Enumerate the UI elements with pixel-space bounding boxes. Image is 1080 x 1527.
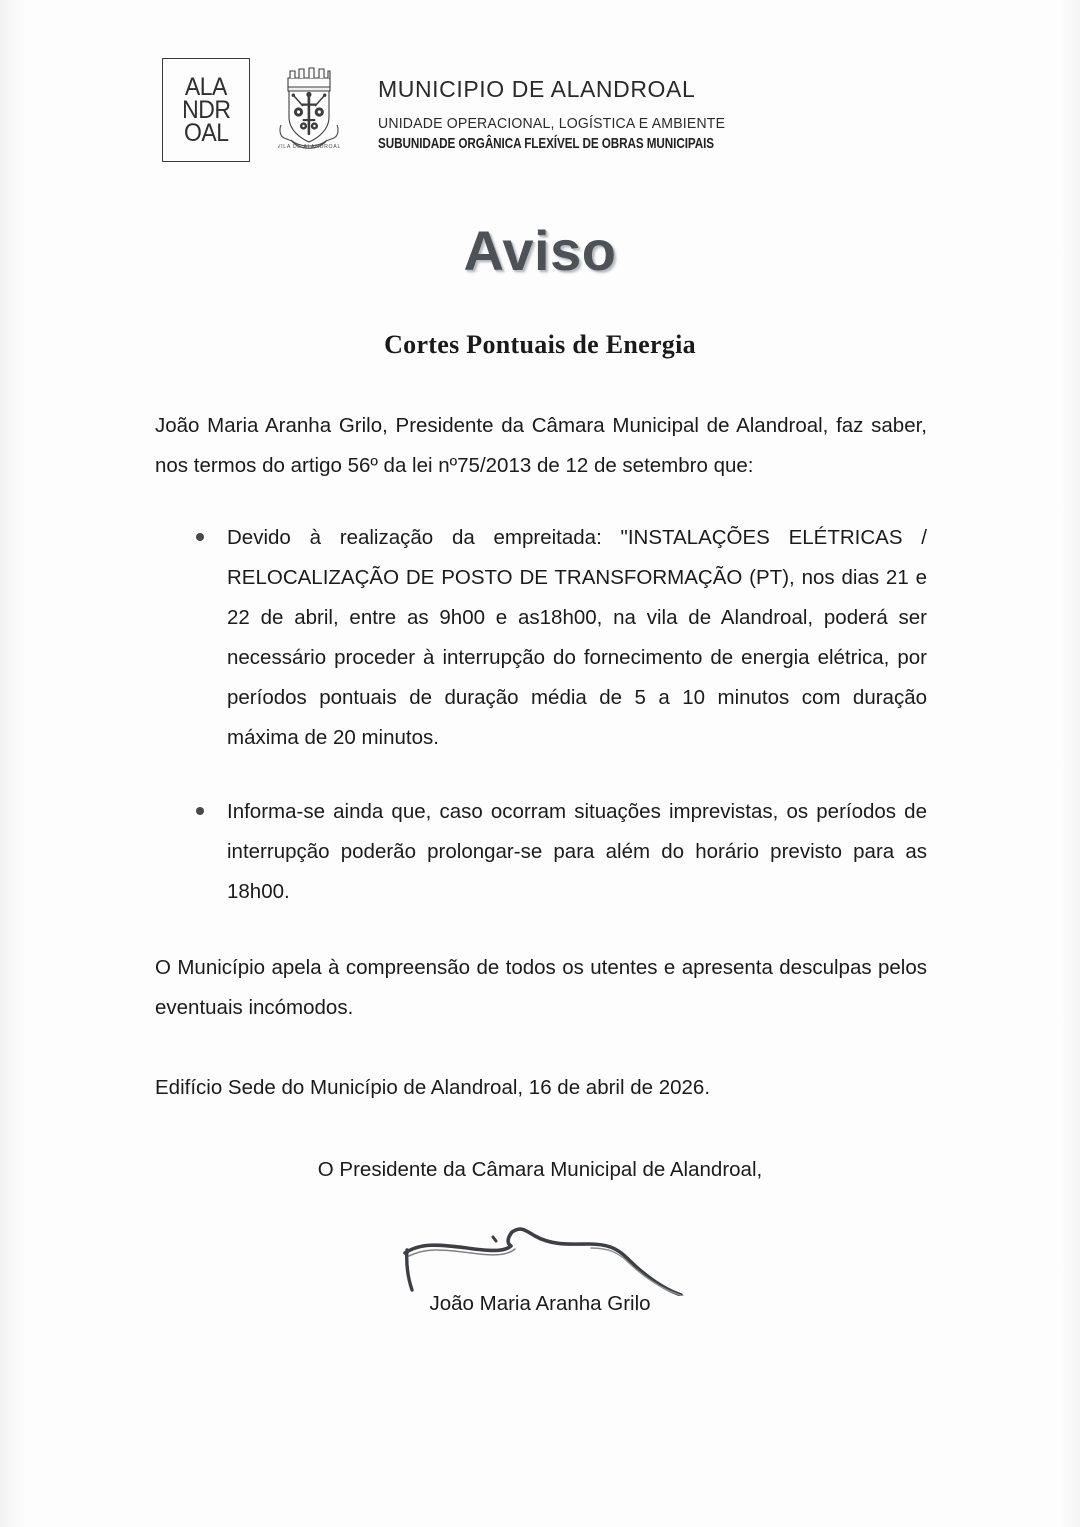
svg-text:VILA DE ALANDROAL: VILA DE ALANDROAL xyxy=(278,144,340,150)
alandroal-wordmark-logo xyxy=(162,58,250,162)
closing-paragraph: O Município apela à compreensão de todos os utentes e apresenta desculpas pelos eventuais incómodos. xyxy=(155,955,927,1019)
document-body xyxy=(155,406,927,1108)
bullet-list xyxy=(155,518,927,912)
document-header xyxy=(162,58,809,162)
unit-line-1: UNIDADE OPERACIONAL, LOGÍSTICA E AMBIENTE xyxy=(378,116,726,132)
signature-role: O Presidente da Câmara Municipal de Alandroal, xyxy=(317,1158,763,1181)
place-and-date: Edifício Sede do Município de Alandroal, 16 de abril de 2026. xyxy=(155,1075,711,1099)
list-item-text: Informa-se ainda que, caso ocorram situações imprevistas, os períodos de interrupção poderão prolongar-se para além do horário previsto para as 18h00. xyxy=(227,799,927,903)
coat-of-arms-icon xyxy=(278,62,340,161)
logo-line-2: NDR xyxy=(181,95,231,124)
logo-line-1: ALA xyxy=(184,72,228,101)
list-item xyxy=(155,518,927,758)
unit-line-2: SUBUNIDADE ORGÂNICA FLEXÍVEL DE OBRAS MUNICIPAIS xyxy=(378,135,715,152)
page-title: Aviso xyxy=(463,219,617,282)
logo-line-3: OAL xyxy=(183,118,229,147)
bullet-dot-icon xyxy=(196,533,204,541)
page-subtitle: Cortes Pontuais de Energia xyxy=(384,330,696,359)
municipality-title: MUNICIPIO DE ALANDROAL xyxy=(378,76,696,102)
signature-name: João Maria Aranha Grilo xyxy=(429,1292,651,1315)
intro-paragraph: João Maria Aranha Grilo, Presidente da Câmara Municipal de Alandroal, faz saber, nos termos do artigo 56º da lei nº75/2013 de 12 de setembro que: xyxy=(155,414,927,477)
bullet-dot-icon xyxy=(196,807,204,815)
header-text-block xyxy=(378,58,809,152)
handwritten-signature xyxy=(0,1194,1080,1298)
list-item xyxy=(155,792,927,912)
list-item-text: Devido à realização da empreitada: "INSTALAÇÕES ELÉTRICAS / RELOCALIZAÇÃO DE POSTO DE TRANSFORMAÇÃO (PT), nos dias 21 e 22 de abril, entre as 9h00 e as18h00, na vila de Alandroal, poderá ser necessário proceder à interrupção do fornecimento de energia elétrica, por períodos pontuais de duração média de 5 a 10 minutos com duração máxima de 20 minutos. xyxy=(227,525,927,749)
signature-block xyxy=(0,1158,1080,1316)
